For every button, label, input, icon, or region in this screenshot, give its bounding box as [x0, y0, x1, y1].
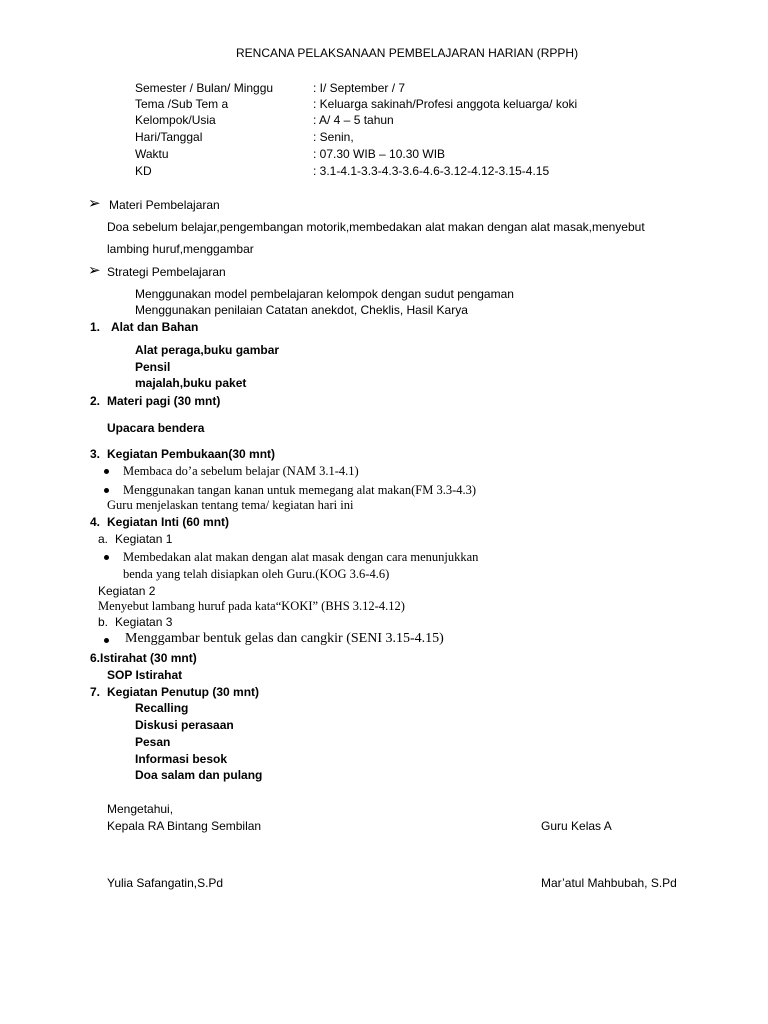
list-item: majalah,buku paket — [135, 376, 247, 390]
materi-text: Doa sebelum belajar,pengembangan motorik,membedakan alat makan dengan alat masak,menyebut — [107, 220, 645, 234]
list-item: Upacara bendera — [107, 421, 205, 435]
list-item: Membedakan alat makan dengan alat masak dengan cara menunjukkan — [123, 550, 479, 564]
document-title: RENCANA PELAKSANAAN PEMBELAJARAN HARIAN (RPPH) — [236, 46, 579, 60]
list-item: SOP Istirahat — [107, 668, 183, 682]
right-signer-role: Guru Kelas A — [541, 819, 612, 833]
arrow-bullet-icon: ➢ — [88, 262, 101, 279]
list-item: Pesan — [135, 735, 171, 749]
info-label: KD — [135, 164, 152, 178]
left-signer-role: Kepala RA Bintang Sembilan — [107, 819, 262, 833]
list-item: Membaca do’a sebelum belajar (NAM 3.1-4.1) — [123, 464, 359, 478]
istirahat-heading: 6.Istirahat (30 mnt) — [90, 651, 197, 665]
bullet-icon — [104, 469, 109, 474]
list-item: Diskusi perasaan — [135, 718, 234, 732]
section-number: 3. — [90, 447, 101, 461]
list-item: Recalling — [135, 701, 189, 715]
list-item: Doa salam dan pulang — [135, 768, 263, 782]
info-value: : I/ September / 7 — [313, 81, 406, 95]
sub-label: a. — [98, 532, 109, 546]
list-item: Menggunakan tangan kanan untuk memegang alat makan(FM 3.3-4.3) — [123, 483, 477, 497]
pagi-heading: Materi pagi (30 mnt) — [107, 394, 221, 408]
section-number: 4. — [90, 515, 101, 529]
list-item: Menyebut lambang huruf pada kata“KOKI” (BHS 3.12-4.12) — [98, 599, 405, 613]
info-label: Semester / Bulan/ Minggu — [135, 81, 274, 95]
section-number: 7. — [90, 685, 101, 699]
info-value: : Keluarga sakinah/Profesi anggota keluarga/ koki — [313, 97, 578, 111]
bullet-icon — [104, 488, 109, 493]
strategi-text: Menggunakan model pembelajaran kelompok dengan sudut pengaman — [135, 287, 514, 301]
info-value: : A/ 4 – 5 tahun — [313, 113, 394, 127]
penutup-heading: Kegiatan Penutup (30 mnt) — [107, 685, 260, 699]
sub-label: b. — [98, 615, 109, 629]
section-number: 1. — [90, 320, 101, 334]
materi-heading: Materi Pembelajaran — [109, 198, 220, 212]
kegiatan-2-title: Kegiatan 2 — [98, 584, 156, 598]
strategi-text: Menggunakan penilaian Catatan anekdot, Cheklis, Hasil Karya — [135, 303, 468, 317]
list-item: Guru menjelaskan tentang tema/ kegiatan hari ini — [107, 498, 354, 512]
mengetahui-text: Mengetahui, — [107, 802, 174, 816]
pembukaan-heading: Kegiatan Pembukaan(30 mnt) — [107, 447, 276, 461]
bullet-icon — [104, 638, 109, 643]
list-item: benda yang telah disiapkan oleh Guru.(KOG 3.6-4.6) — [123, 567, 390, 581]
kegiatan-3-title: Kegiatan 3 — [115, 615, 173, 629]
strategi-heading: Strategi Pembelajaran — [107, 265, 226, 279]
list-item: Alat peraga,buku gambar — [135, 343, 280, 357]
kegiatan-1-title: Kegiatan 1 — [115, 532, 173, 546]
section-number: 2. — [90, 394, 101, 408]
info-value: : 07.30 WIB – 10.30 WIB — [313, 147, 446, 161]
list-item: Pensil — [135, 360, 171, 374]
alat-heading: Alat dan Bahan — [111, 320, 199, 334]
arrow-bullet-icon: ➢ — [88, 195, 101, 212]
inti-heading: Kegiatan Inti (60 mnt) — [107, 515, 230, 529]
materi-text: lambing huruf,menggambar — [107, 242, 254, 256]
right-signer-name: Mar’atul Mahbubah, S.Pd — [541, 876, 677, 890]
info-value: : Senin, — [313, 130, 354, 144]
info-value: : 3.1-4.1-3.3-4.3-3.6-4.6-3.12-4.12-3.15-4.15 — [313, 164, 550, 178]
info-label: Waktu — [135, 147, 169, 161]
list-item: Menggambar bentuk gelas dan cangkir (SENI 3.15-4.15) — [125, 631, 444, 646]
left-signer-name: Yulia Safangatin,S.Pd — [107, 876, 224, 890]
info-label: Kelompok/Usia — [135, 113, 216, 127]
bullet-icon — [104, 555, 109, 560]
info-label: Tema /Sub Tem a — [135, 97, 229, 111]
info-label: Hari/Tanggal — [135, 130, 203, 144]
list-item: Informasi besok — [135, 752, 228, 766]
